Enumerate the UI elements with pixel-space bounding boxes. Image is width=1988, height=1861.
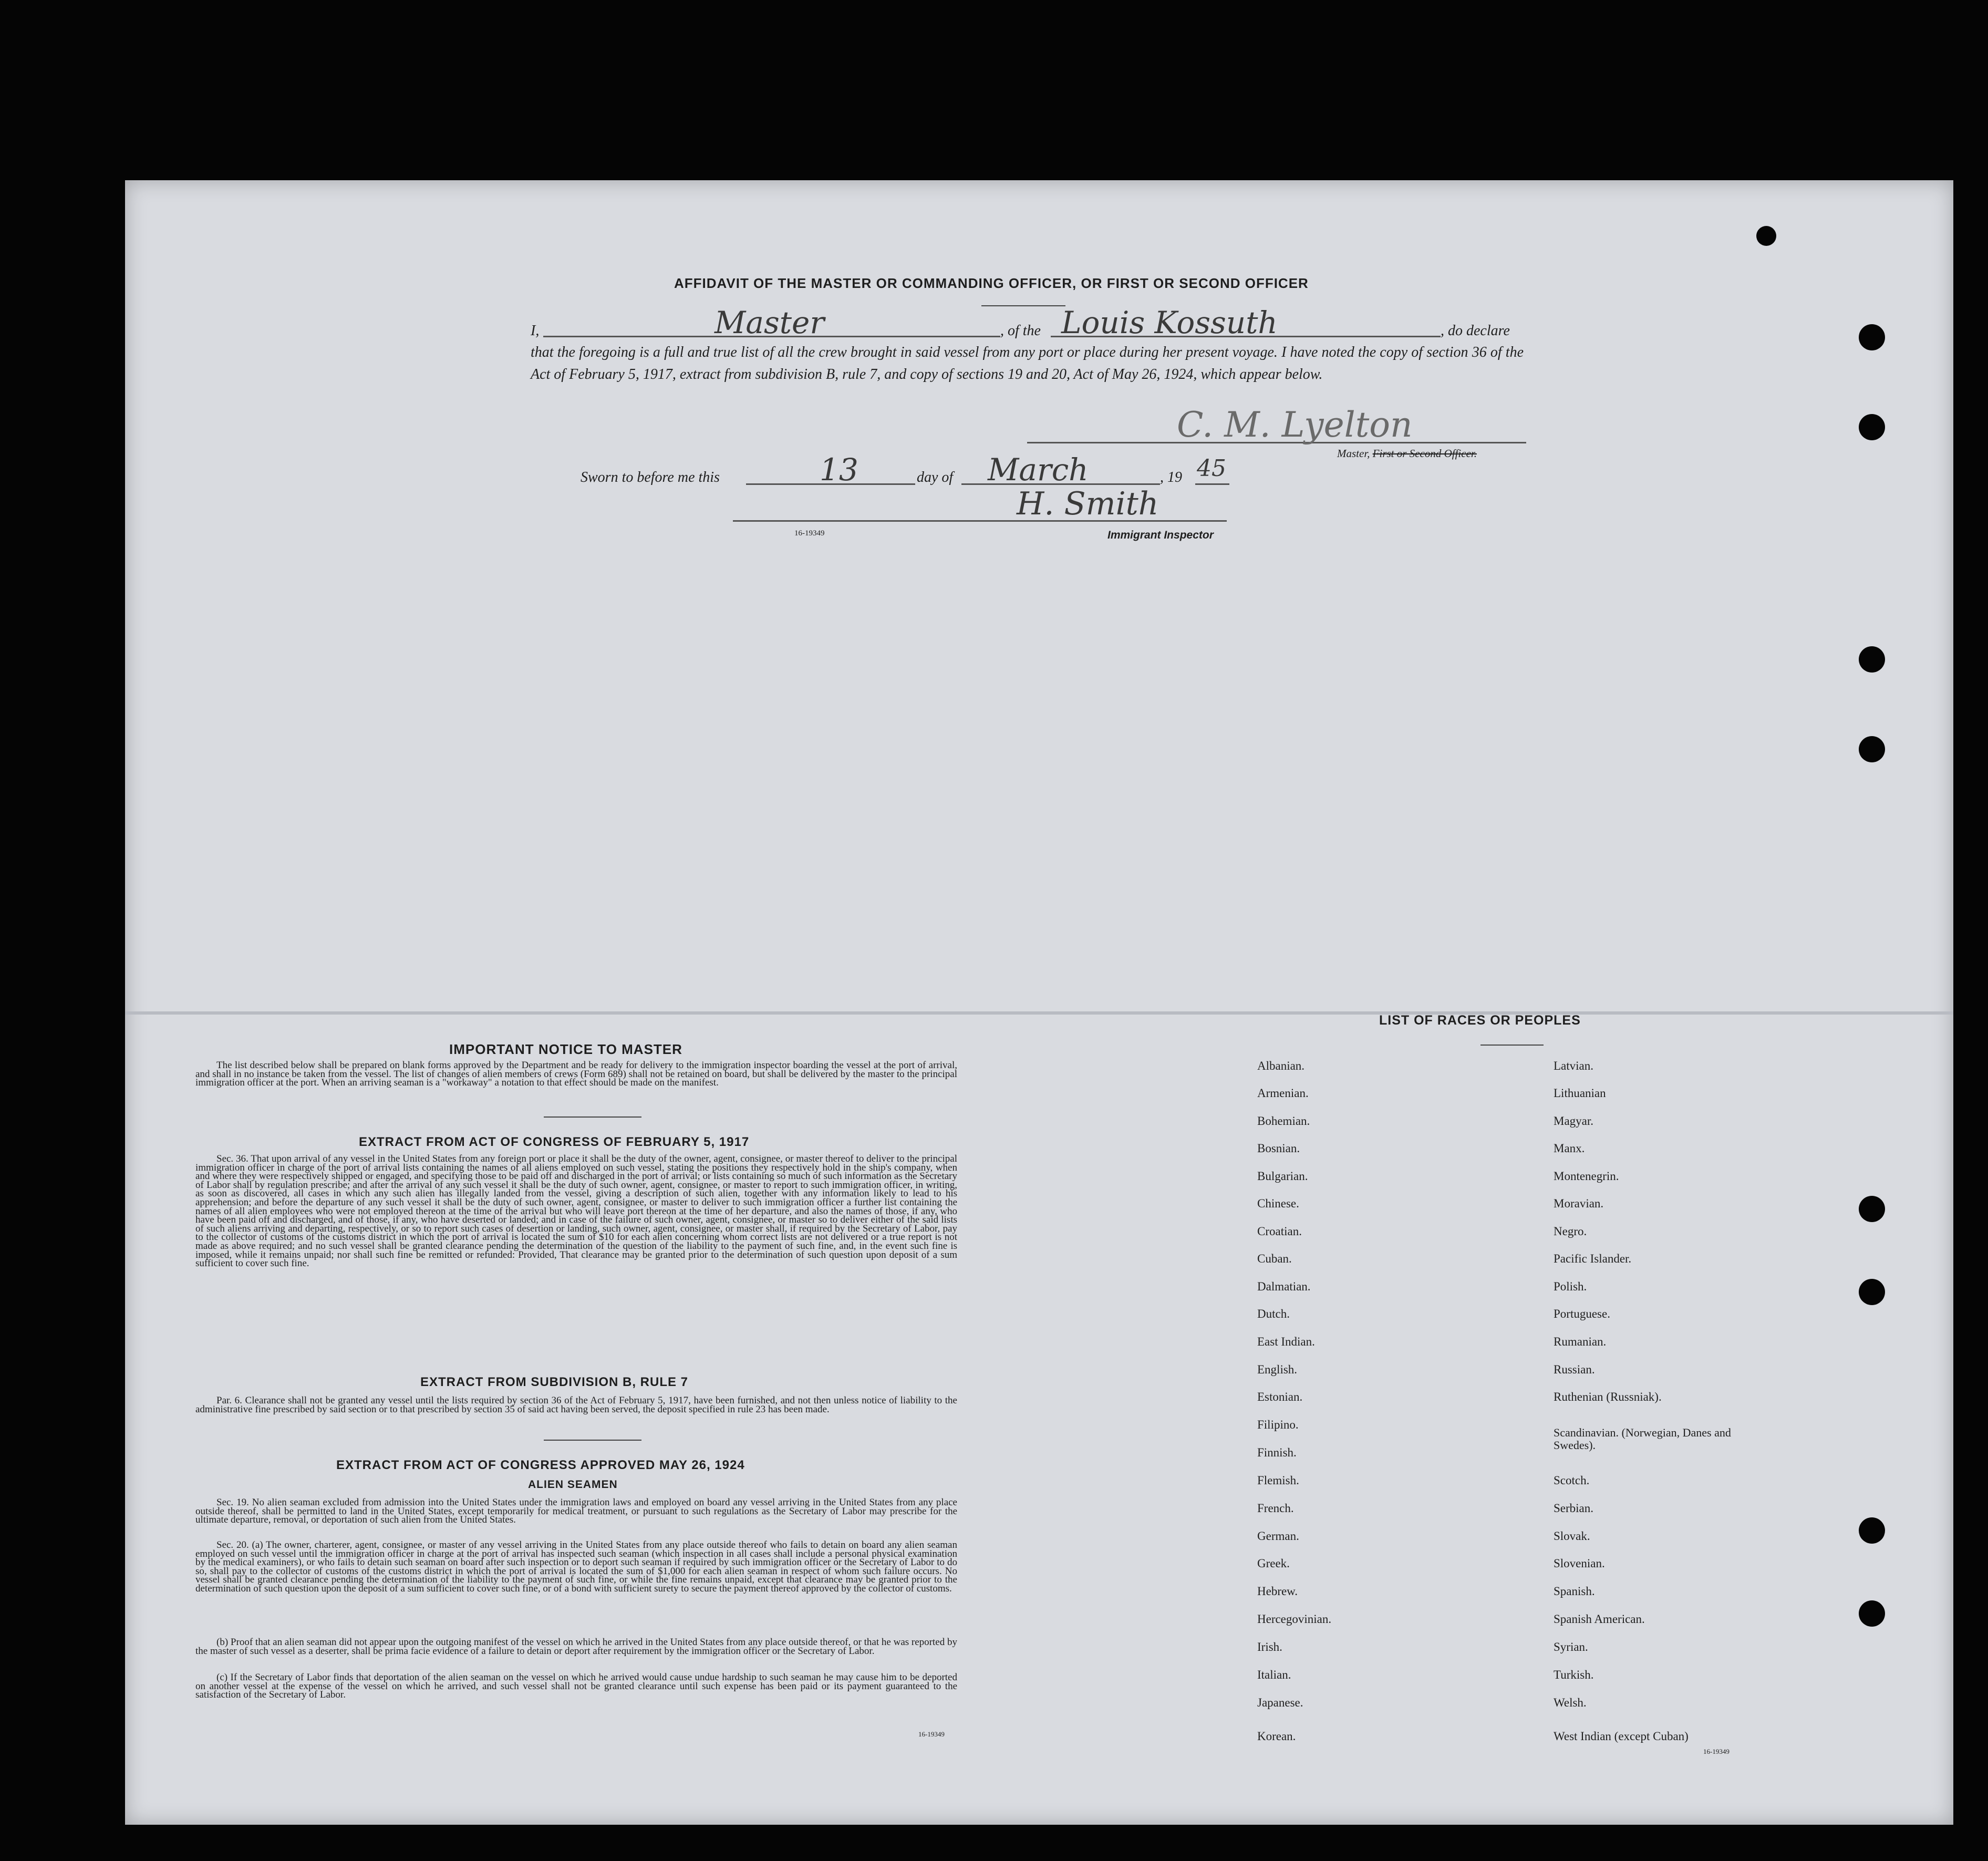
sec20c-text: (c) If the Secretary of Labor finds that deportation of the alien seaman on the vessel on which he arrived would cause undue hardship to such seaman he may cause him to be deported on another vessel at the expense of the vessel on which he arrived, and such vessel shall not be granted clearance until such expense has been paid or its payment guaranteed to the satisfaction of the Secretary of Labor. — [195, 1672, 957, 1701]
handwritten-vessel-name: Louis Kossuth — [1061, 305, 1278, 340]
affidavit-body: that the foregoing is a full and true list of all the crew brought in said vessel from any port or place during her present voyage. I have noted the copy of section 36 of the Act of February 5, 1917, extract from subdivision B, rule 7, and copy of sections 19 and 20, Act of May 26, 1924, which appear below. — [531, 344, 1524, 382]
extract3-subtitle: ALIEN SEAMEN — [528, 1479, 618, 1491]
race-item: Slovak. — [1554, 1529, 1590, 1543]
race-item: Montenegrin. — [1554, 1170, 1619, 1183]
handwritten-day: 13 — [820, 452, 858, 488]
extract2-text: Par. 6. Clearance shall not be granted any vessel until the lists required by section 36 of the Act of February 5, 1917, have been furnished, and not then unless notice of liability to the administrative fine prescribed by said section or to that prescribed by section 35 of said act having been served, the deposit specified in rule 23 has been made. — [195, 1395, 957, 1415]
fold-line — [125, 1011, 1953, 1015]
race-item: Ruthenian (Russniak). — [1554, 1390, 1662, 1403]
race-item: Dalmatian. — [1257, 1280, 1311, 1293]
punch-hole — [1859, 1600, 1885, 1627]
sworn-label: Sworn to before me this — [581, 469, 720, 485]
master-signature: C. M. Lyelton — [1177, 405, 1413, 445]
race-item: Estonian. — [1257, 1390, 1303, 1403]
affidavit-i-label: I, — [531, 323, 540, 339]
race-item: Russian. — [1554, 1363, 1595, 1376]
race-item: Italian. — [1257, 1668, 1291, 1681]
race-item: Manx. — [1554, 1142, 1585, 1155]
race-item: Negro. — [1554, 1225, 1587, 1238]
day-of-label: day of — [917, 469, 954, 485]
affidavit-form-number: 16-19349 — [794, 529, 825, 537]
of-the-label: , of the — [1000, 323, 1041, 339]
race-item: Bosnian. — [1257, 1142, 1300, 1155]
race-item: Portuguese. — [1554, 1307, 1610, 1320]
extract2-rule — [544, 1440, 641, 1441]
punch-hole — [1859, 736, 1885, 762]
notice-title: IMPORTANT NOTICE TO MASTER — [449, 1041, 682, 1057]
year-blank — [1195, 483, 1229, 485]
race-item: Cuban. — [1257, 1252, 1292, 1265]
race-item: Flemish. — [1257, 1474, 1299, 1487]
caption-struck-officer: First or Second Officer. — [1372, 447, 1477, 460]
signature-caption — [1337, 447, 1477, 460]
race-item: Croatian. — [1257, 1225, 1302, 1238]
punch-hole — [1859, 414, 1885, 440]
race-item: Moravian. — [1554, 1197, 1604, 1210]
handwritten-year: 45 — [1197, 455, 1226, 482]
punch-hole — [1756, 226, 1776, 246]
race-item: Irish. — [1257, 1640, 1282, 1653]
year-prefix-label: , 19 — [1160, 469, 1182, 485]
race-item: Dutch. — [1257, 1307, 1290, 1320]
inspector-signature: H. Smith — [1017, 485, 1159, 522]
race-item: Spanish. — [1554, 1585, 1595, 1598]
caption-master: Master, — [1337, 447, 1370, 460]
do-declare-label: , do declare — [1441, 323, 1510, 339]
sec20a-text: Sec. 20. (a) The owner, charterer, agent, consignee, or master of any vessel arriving in the United States from any place outside thereof who fails to detain on board any alien seaman employed on such vessel until the immigration officer in charge at the port of arrival has inspected such seaman (which inspection in all cases shall include a personal physical examination by the medical examiners), or who fails to detain such seaman on board after such inspection or to deport such seaman if required by such immigration officer or the Secretary of Labor to do so, shall pay to the collector of customs of the customs district in which the port of arrival is located the sum of $1,000 for each alien seaman in respect of whom such failure occurs. No vessel shall be granted clearance pending the determination of the liability to the payment of such fine, or while the fine remains unpaid, except that clearance may be granted prior to the determination of such question upon the deposit of a sum sufficient to cover such fine, or of a bond with sufficient surety to secure the payment thereof approved by the collector of customs. — [195, 1539, 957, 1594]
race-item: Magyar. — [1554, 1114, 1594, 1128]
race-item: Chinese. — [1257, 1197, 1299, 1210]
inspector-caption: Immigrant Inspector — [1107, 529, 1214, 541]
notice-form-number: 16-19349 — [918, 1730, 945, 1738]
punch-hole — [1859, 324, 1885, 350]
race-item: Korean. — [1257, 1730, 1296, 1743]
race-item: Greek. — [1257, 1557, 1290, 1570]
races-rule — [1480, 1045, 1544, 1046]
race-item: Armenian. — [1257, 1087, 1309, 1100]
race-item: Syrian. — [1554, 1640, 1588, 1653]
handwritten-rank: Master — [715, 305, 825, 340]
race-item: English. — [1257, 1363, 1298, 1376]
race-item: French. — [1257, 1502, 1294, 1515]
race-item: Japanese. — [1257, 1696, 1303, 1709]
race-item: Polish. — [1554, 1280, 1587, 1293]
race-item: Slovenian. — [1554, 1557, 1605, 1570]
race-item: Scotch. — [1554, 1474, 1590, 1487]
race-item: Rumanian. — [1554, 1335, 1607, 1348]
extract2-title: EXTRACT FROM SUBDIVISION B, RULE 7 — [420, 1375, 689, 1389]
race-item: Lithuanian — [1554, 1087, 1606, 1100]
punch-hole — [1859, 1279, 1885, 1305]
race-item: Serbian. — [1554, 1502, 1594, 1515]
extract1-text: Sec. 36. That upon arrival of any vessel in the United States from any foreign port or place it shall be the duty of the owner, agent, consignee, or master thereof to deliver to the principal immigration officer in charge of the port of arrival lists containing the names of all aliens employed on such vessel, stating the positions they respectively hold in the ship's company, when and where they were respectively shipped or engaged, and specifying those to be paid off and discharged in the port of arrival; or lists containing so much of such information as the Secretary of Labor shall by regulation prescribe; and after the arrival of any such vessel it shall be the duty of such owner, agent, consignee, or master to report to such immigration officer, in writing, as soon as discovered, all cases in which any such alien has illegally landed from the vessel, giving a description of such alien, together with any information likely to lead to his apprehension; and before the departure of any such vessel it shall be the duty of such owner, agent, consignee, or master to deliver to such immigration officer a further list containing the names of all alien employees who were not employed thereon at the time of the arrival but who will leave port thereon at the time of her departure, and also the names of those, if any, who have been paid off and discharged, and of those, if any, who have deserted or landed; and in case of the failure of such owner, agent, consignee, or master so to deliver either of the said lists of such aliens arriving and departing, respectively, or so to report such cases of desertion or landing, such owner, agent, consignee, or master shall, if required by the Secretary of Labor, pay to the collector of customs of the customs district in which the port of arrival is located the sum of $10 for each alien concerning whom correct lists are not delivered or a true report is not made as above required; and no such vessel shall be granted clearance pending the determination of the question of the liability to the payment of such fine, and, in the event such fine is imposed, while it remains unpaid; nor shall such fine be remitted or refunded: Provided, That clearance may be granted prior to the determination of such question upon deposit of a sum sufficient to cover such fine. — [195, 1153, 957, 1269]
race-item: Pacific Islander. — [1554, 1252, 1632, 1265]
race-item: Bulgarian. — [1257, 1170, 1308, 1183]
punch-hole — [1859, 1517, 1885, 1544]
sec19-text: Sec. 19. No alien seaman excluded from admission into the United States under the immigration laws and employed on board any vessel arriving in the United States from any place outside thereof, shall be permitted to land in the United States, except temporarily for medical treatment, or pursuant to such regulations as the Secretary of Labor may prescribe for the ultimate departure, removal, or deportation of such alien from the United States. — [195, 1497, 957, 1526]
races-form-number: 16-19349 — [1703, 1748, 1730, 1755]
notice-text: The list described below shall be prepared on blank forms approved by the Department and be ready for delivery to the immigration inspector boarding the vessel at the port of arrival, and shall in no instance be taken from the vessel. The list of changes of alien members of crews (Form 689) shall not be retained on board, but shall be delivered by the master to the principal immigration officer at the port. When an arriving seaman is a "workaway" a notation to that effect should be made on the manifest. — [195, 1060, 957, 1089]
race-item: Latvian. — [1554, 1059, 1593, 1072]
race-item: Hercegovinian. — [1257, 1612, 1332, 1626]
affidavit-title: AFFIDAVIT OF THE MASTER OR COMMANDING OFFICER, OR FIRST OR SECOND OFFICER — [674, 275, 1309, 291]
race-item: Hebrew. — [1257, 1585, 1298, 1598]
race-item: West Indian (except Cuban) — [1554, 1730, 1689, 1743]
sec20b-text: (b) Proof that an alien seaman did not appear upon the outgoing manifest of the vessel on which he arrived in the United States from any place outside thereof, or that he was reported by the master of such vessel as a deserter, shall be prima facie evidence of a failure to detain or deport after requirement by the immigration officer or the Secretary of Labor. — [195, 1637, 957, 1657]
race-item: Finnish. — [1257, 1446, 1297, 1459]
punch-hole — [1859, 646, 1885, 673]
race-item: Albanian. — [1257, 1059, 1305, 1072]
race-item: East Indian. — [1257, 1335, 1315, 1348]
notice-rule — [544, 1116, 641, 1118]
title-underline — [981, 305, 1065, 306]
handwritten-month: March — [988, 452, 1089, 488]
race-item: Turkish. — [1554, 1668, 1594, 1681]
extract1-title: EXTRACT FROM ACT OF CONGRESS OF FEBRUARY 5, 1917 — [359, 1135, 750, 1149]
race-item: Bohemian. — [1257, 1114, 1310, 1128]
races-title: LIST OF RACES OR PEOPLES — [1379, 1013, 1581, 1028]
race-item: German. — [1257, 1529, 1299, 1543]
race-item: Filipino. — [1257, 1418, 1299, 1431]
punch-hole — [1859, 1196, 1885, 1222]
race-item: Spanish American. — [1554, 1612, 1645, 1626]
extract3-title: EXTRACT FROM ACT OF CONGRESS APPROVED MAY 26, 1924 — [336, 1458, 745, 1472]
race-item: Scandinavian. (Norwegian, Danes and Swedes). — [1554, 1426, 1731, 1452]
race-item: Welsh. — [1554, 1696, 1587, 1709]
